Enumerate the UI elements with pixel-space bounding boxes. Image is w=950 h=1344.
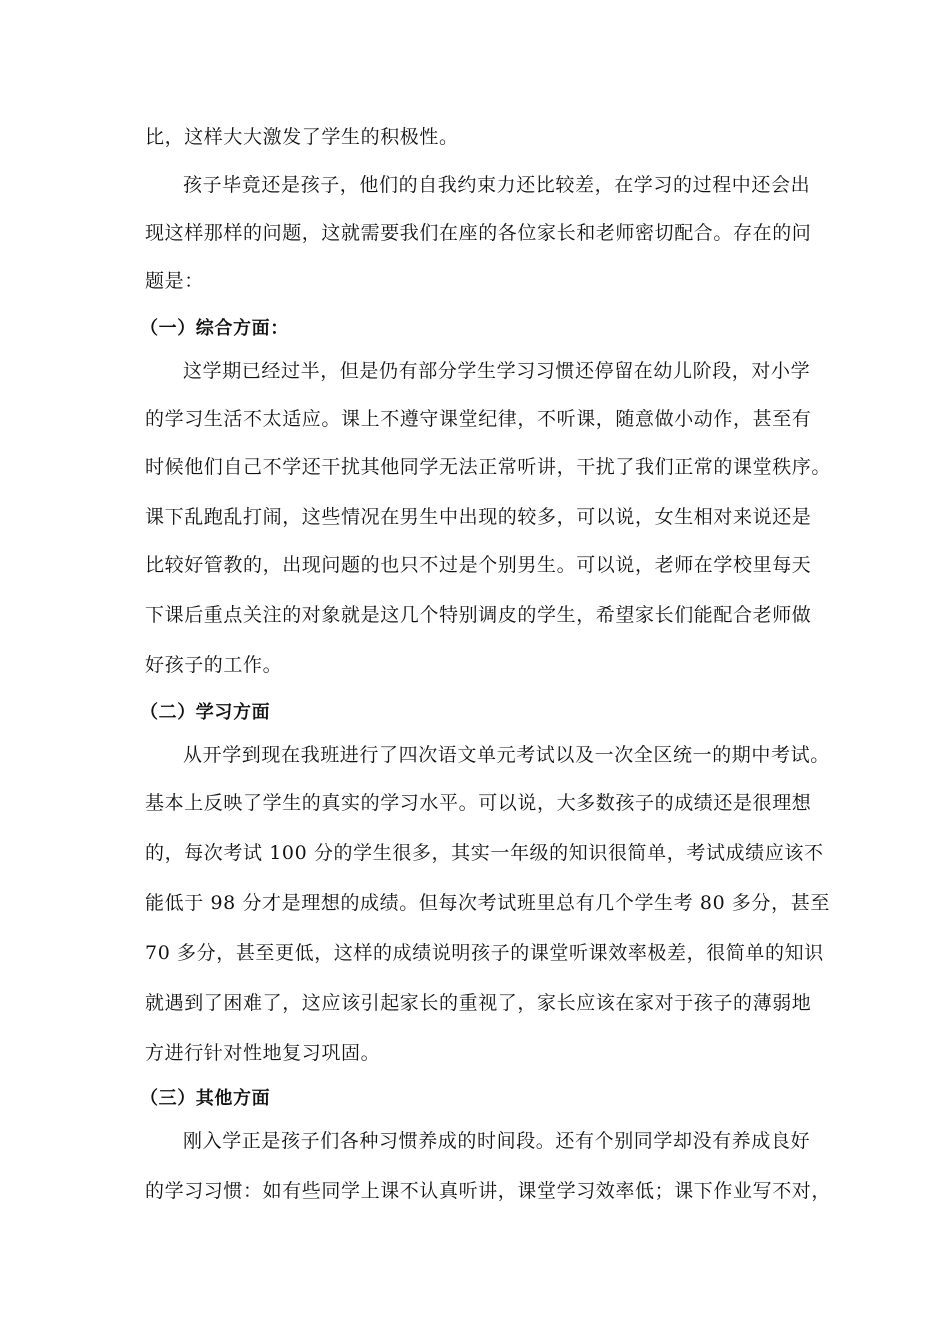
section-heading-study: （二）学习方面 xyxy=(140,702,271,723)
paragraph-line: 的学习习惯：如有些同学上课不认真听讲，课堂学习效率低；课下作业写不对， xyxy=(145,1180,832,1202)
paragraph-line: 刚入学正是孩子们各种习惯养成的时间段。还有个别同学却没有养成良好 xyxy=(183,1130,811,1152)
paragraph-line: 能低于 98 分才是理想的成绩。但每次考试班里总有几个学生考 80 多分，甚至 xyxy=(145,892,830,914)
section-heading-general: （一）综合方面： xyxy=(140,318,289,339)
paragraph-line: 课下乱跑乱打闹，这些情况在男生中出现的较多，可以说，女生相对来说还是 xyxy=(145,506,812,528)
paragraph-line: 好孩子的工作。 xyxy=(145,654,283,676)
paragraph-line: 比，这样大大激发了学生的积极性。 xyxy=(145,126,459,148)
paragraph-line: 70 多分，甚至更低，这样的成绩说明孩子的课堂听课效率极差，很简单的知识 xyxy=(145,942,824,964)
paragraph-line: 题是： xyxy=(145,270,204,292)
paragraph-line: 这学期已经过半，但是仍有部分学生学习习惯还停留在幼儿阶段，对小学 xyxy=(183,360,811,382)
paragraph-line: 孩子毕竟还是孩子，他们的自我约束力还比较差，在学习的过程中还会出 xyxy=(183,174,811,196)
paragraph-line: 下课后重点关注的对象就是这几个特别调皮的学生，希望家长们能配合老师做 xyxy=(145,604,812,626)
paragraph-line: 从开学到现在我班进行了四次语文单元考试以及一次全区统一的期中考试。 xyxy=(183,744,830,766)
paragraph-line: 的，每次考试 100 分的学生很多，其实一年级的知识很简单，考试成绩应该不 xyxy=(145,842,824,864)
paragraph-line: 的学习生活不太适应。课上不遵守课堂纪律，不听课，随意做小动作，甚至有 xyxy=(145,408,812,430)
paragraph-line: 就遇到了困难了，这应该引起家长的重视了，家长应该在家对于孩子的薄弱地 xyxy=(145,992,812,1014)
paragraph-line: 比较好管教的，出现问题的也只不过是个别男生。可以说，老师在学校里每天 xyxy=(145,554,812,576)
paragraph-line: 现这样那样的问题，这就需要我们在座的各位家长和老师密切配合。存在的问 xyxy=(145,222,812,244)
section-heading-other: （三）其他方面 xyxy=(140,1088,271,1109)
paragraph-line: 方进行针对性地复习巩固。 xyxy=(145,1042,381,1064)
paragraph-line: 基本上反映了学生的真实的学习水平。可以说，大多数孩子的成绩还是很理想 xyxy=(145,792,812,814)
paragraph-line: 时候他们自己不学还干扰其他同学无法正常听讲，干扰了我们正常的课堂秩序。 xyxy=(145,456,832,478)
